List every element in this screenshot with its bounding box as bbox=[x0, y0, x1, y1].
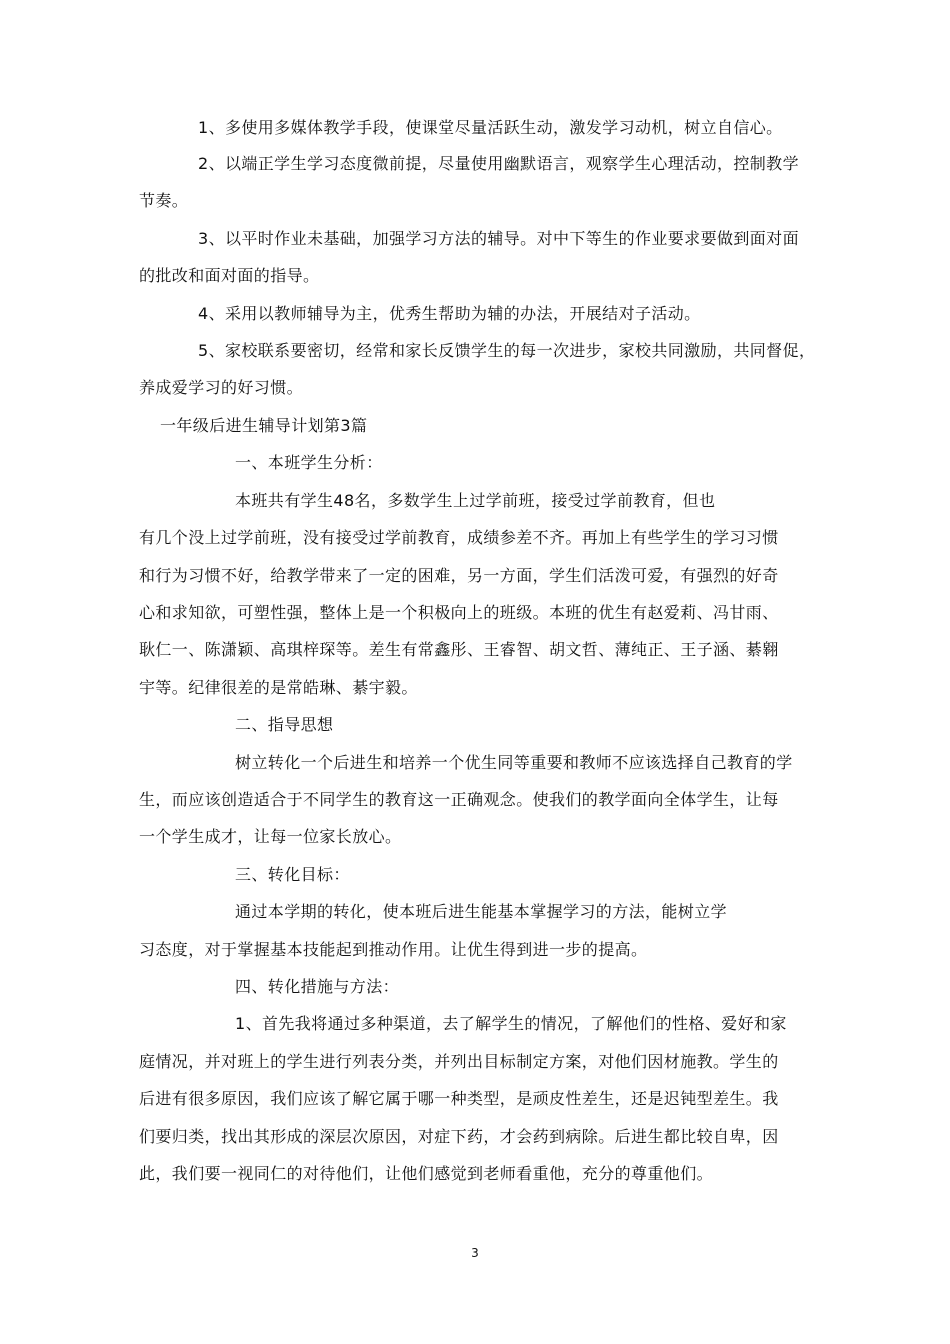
paragraph-4-line-2: 庭情况，并对班上的学生进行列表分类，并列出目标制定方案，对他们因材施教。学生的 bbox=[139, 1052, 779, 1071]
paragraph-2-line-1: 树立转化一个后进生和培养一个优生同等重要和教师不应该选择自己教育的学 bbox=[235, 753, 793, 772]
article-title: 一年级后进生辅导计划第3篇 bbox=[160, 416, 368, 435]
paragraph-2-line-2: 生，而应该创造适合于不同学生的教育这一正确观念。使我们的教学面向全体学生，让每 bbox=[139, 790, 779, 809]
page-number: 3 bbox=[471, 1246, 479, 1260]
section-heading-4: 四、转化措施与方法： bbox=[235, 977, 400, 996]
paragraph-4-line-4: 们要归类，找出其形成的深层次原因，对症下药，才会药到病除。后进生都比较自卑，因 bbox=[139, 1127, 779, 1146]
paragraph-3-line-2: 习态度，对于掌握基本技能起到推动作用。让优生得到进一步的提高。 bbox=[139, 940, 648, 959]
paragraph-1-line-3: 和行为习惯不好，给教学带来了一定的困难，另一方面，学生们活泼可爱，有强烈的好奇 bbox=[139, 566, 779, 585]
paragraph-1-line-4: 心和求知欲，可塑性强，整体上是一个积极向上的班级。本班的优生有赵爱莉、冯甘雨、 bbox=[139, 603, 779, 622]
list-item-4: 4、采用以教师辅导为主，优秀生帮助为辅的办法，开展结对子活动。 bbox=[198, 304, 701, 323]
section-heading-3: 三、转化目标： bbox=[235, 865, 350, 884]
paragraph-2-line-3: 一个学生成才，让每一位家长放心。 bbox=[139, 827, 402, 846]
list-item-2-cont: 节奏。 bbox=[139, 191, 189, 210]
paragraph-1-line-2: 有几个没上过学前班，没有接受过学前教育，成绩参差不齐。再加上有些学生的学习习惯 bbox=[139, 528, 779, 547]
paragraph-3-line-1: 通过本学期的转化，使本班后进生能基本掌握学习的方法，能树立学 bbox=[235, 902, 728, 921]
paragraph-1-line-5: 耿仁一、陈潇颖、高琪梓琛等。差生有常鑫彤、王睿智、胡文哲、薄纯正、王子涵、綦翱 bbox=[139, 640, 779, 659]
paragraph-4-line-1: 1、首先我将通过多种渠道，去了解学生的情况，了解他们的性格、爱好和家 bbox=[235, 1014, 787, 1033]
list-item-1: 1、多使用多媒体教学手段，使课堂尽量活跃生动，激发学习动机，树立自信心。 bbox=[198, 118, 783, 137]
list-item-3: 3、以平时作业未基础，加强学习方法的辅导。对中下等生的作业要求要做到面对面 bbox=[198, 229, 799, 248]
section-heading-2: 二、指导思想 bbox=[235, 715, 334, 734]
list-item-5: 5、家校联系要密切，经常和家长反馈学生的每一次进步，家校共同激励，共同督促， bbox=[198, 341, 816, 360]
paragraph-1-line-6: 宇等。纪律很差的是常皓琳、綦宇毅。 bbox=[139, 678, 418, 697]
paragraph-4-line-3: 后进有很多原因，我们应该了解它属于哪一种类型，是顽皮性差生，还是迟钝型差生。我 bbox=[139, 1089, 779, 1108]
section-heading-1: 一、本班学生分析： bbox=[235, 453, 383, 472]
list-item-5-cont: 养成爱学习的好习惯。 bbox=[139, 378, 304, 397]
paragraph-1-line-1: 本班共有学生48名，多数学生上过学前班，接受过学前教育，但也 bbox=[235, 491, 716, 510]
list-item-2: 2、以端正学生学习态度微前提，尽量使用幽默语言，观察学生心理活动，控制教学 bbox=[198, 154, 799, 173]
list-item-3-cont: 的批改和面对面的指导。 bbox=[139, 266, 320, 285]
paragraph-4-line-5: 此，我们要一视同仁的对待他们，让他们感觉到老师看重他，充分的尊重他们。 bbox=[139, 1164, 714, 1183]
